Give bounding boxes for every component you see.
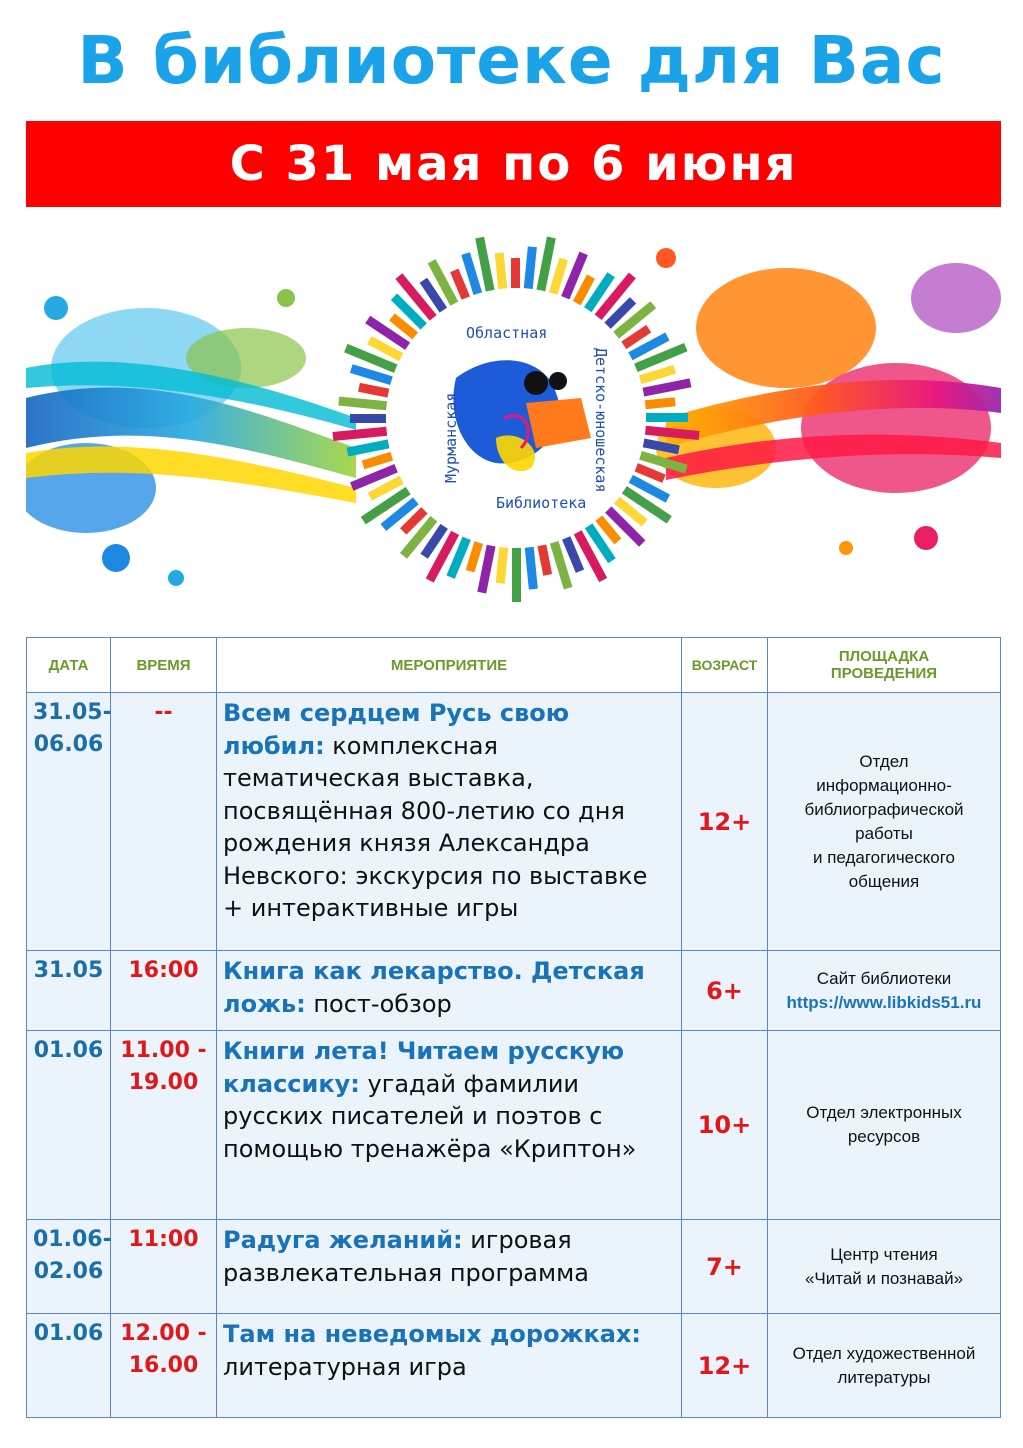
- row-time: --: [111, 693, 217, 951]
- event-title: Радуга желаний:: [223, 1226, 463, 1254]
- table-row: [27, 951, 1001, 1031]
- book-spine: [495, 252, 507, 289]
- row-time: 16:00: [111, 951, 217, 1031]
- right-paint-splash: [656, 248, 1001, 555]
- venue-line: информационно-: [816, 775, 952, 795]
- venue-line: библиографической: [804, 799, 964, 819]
- event-title: Книга как лекарство. Детская ложь:: [223, 957, 645, 1018]
- row-event: [217, 951, 682, 1031]
- header-venue: ПЛОЩАДКА ПРОВЕДЕНИЯ: [768, 638, 1001, 693]
- event-description: комплексная тематическая выставка, посвящённая 800-летию со дня рождения князя Александра Невского: экскурсия по выставке + интерактивные игры: [223, 731, 648, 922]
- logo-right-word: Детско-юношеская: [592, 348, 610, 493]
- venue-line: Отдел электронных: [806, 1103, 962, 1122]
- book-spine: [338, 397, 387, 411]
- book-spine: [350, 414, 386, 423]
- event-description: литературная игра: [223, 1352, 467, 1381]
- page-title: В библиотеке для Вас: [77, 22, 946, 99]
- row-venue: [768, 693, 1001, 951]
- book-spine: [645, 397, 676, 409]
- event-title: Всем сердцем Русь свою любил:: [223, 699, 570, 760]
- table-row: [27, 1031, 1001, 1220]
- book-spine: [332, 427, 387, 441]
- row-age: 12+: [682, 1314, 768, 1418]
- row-date: 31.05-06.06: [27, 693, 111, 951]
- row-event: [217, 693, 682, 951]
- table-row: [27, 1220, 1001, 1314]
- venue-line: литературы: [837, 1367, 931, 1387]
- row-venue: [768, 951, 1001, 1031]
- row-time: 11:00: [111, 1220, 217, 1314]
- decorative-banner: [26, 218, 1001, 630]
- book-spine: [358, 383, 389, 398]
- venue-line: работы: [855, 823, 913, 843]
- row-age: 7+: [682, 1220, 768, 1314]
- event-description: пост-обзор: [305, 989, 452, 1018]
- venue-line: Центр чтения: [830, 1244, 938, 1264]
- events-table: [26, 637, 1001, 1418]
- table-row: [27, 1314, 1001, 1418]
- logo-bottom-word: Библиотека: [496, 494, 587, 512]
- row-venue: [768, 1031, 1001, 1220]
- logo-top-word: Областная: [466, 324, 548, 342]
- event-description: игровая развлекательная программа: [223, 1226, 589, 1287]
- book-spine: [537, 545, 552, 576]
- row-event: [217, 1220, 682, 1314]
- header-date: ДАТА: [27, 638, 111, 693]
- book-spine: [525, 547, 538, 590]
- row-event: [217, 1031, 682, 1220]
- venue-line: Отдел: [859, 751, 909, 771]
- book-spine: [347, 439, 390, 456]
- row-time: 12.00 - 16.00: [111, 1314, 217, 1418]
- header-time: ВРЕМЯ: [111, 638, 217, 693]
- book-spine: [511, 258, 520, 288]
- library-logo: [391, 293, 641, 543]
- logo-left-word: Мурманская: [442, 392, 460, 483]
- left-paint-splash: [26, 289, 356, 586]
- paint-splash-illustration: [26, 218, 1001, 630]
- row-date: 01.06-02.06: [27, 1220, 111, 1314]
- table-row: [27, 693, 1001, 951]
- row-age: 6+: [682, 951, 768, 1031]
- book-spine: [496, 547, 508, 584]
- book-spine: [646, 413, 688, 422]
- venue-line: Сайт библиотеки: [816, 968, 952, 988]
- date-range-text: С 31 мая по 6 июня: [229, 136, 798, 192]
- date-range-banner: [26, 121, 1001, 207]
- header-event: МЕРОПРИЯТИЕ: [217, 638, 682, 693]
- venue-line: «Читай и познавай»: [804, 1268, 964, 1288]
- row-venue: [768, 1314, 1001, 1418]
- row-date: 01.06: [27, 1031, 111, 1220]
- venue-line: и педагогического: [812, 847, 956, 867]
- row-venue: [768, 1220, 1001, 1314]
- venue-line: общения: [848, 871, 920, 891]
- table-header-row: [27, 638, 1001, 693]
- row-age: 10+: [682, 1031, 768, 1220]
- row-event: [217, 1314, 682, 1418]
- row-date: 01.06: [27, 1314, 111, 1418]
- event-title: Там на неведомых дорожках:: [223, 1320, 642, 1348]
- row-date: 31.05: [27, 951, 111, 1031]
- book-spine: [524, 246, 537, 289]
- venue-line: ресурсов: [847, 1127, 921, 1146]
- venue-line: Отдел художественной: [792, 1343, 976, 1363]
- library-website-link[interactable]: https://www.libkids51.ru: [786, 992, 982, 1012]
- header-age: ВОЗРАСТ: [682, 638, 768, 693]
- event-description: угадай фамилии русских писателей и поэтов с помощью тренажёра «Криптон»: [223, 1069, 637, 1163]
- book-spine: [512, 548, 521, 602]
- event-title: Книги лета! Читаем русскую классику:: [223, 1037, 625, 1098]
- row-age: 12+: [682, 693, 768, 951]
- row-time: 11.00 - 19.00: [111, 1031, 217, 1220]
